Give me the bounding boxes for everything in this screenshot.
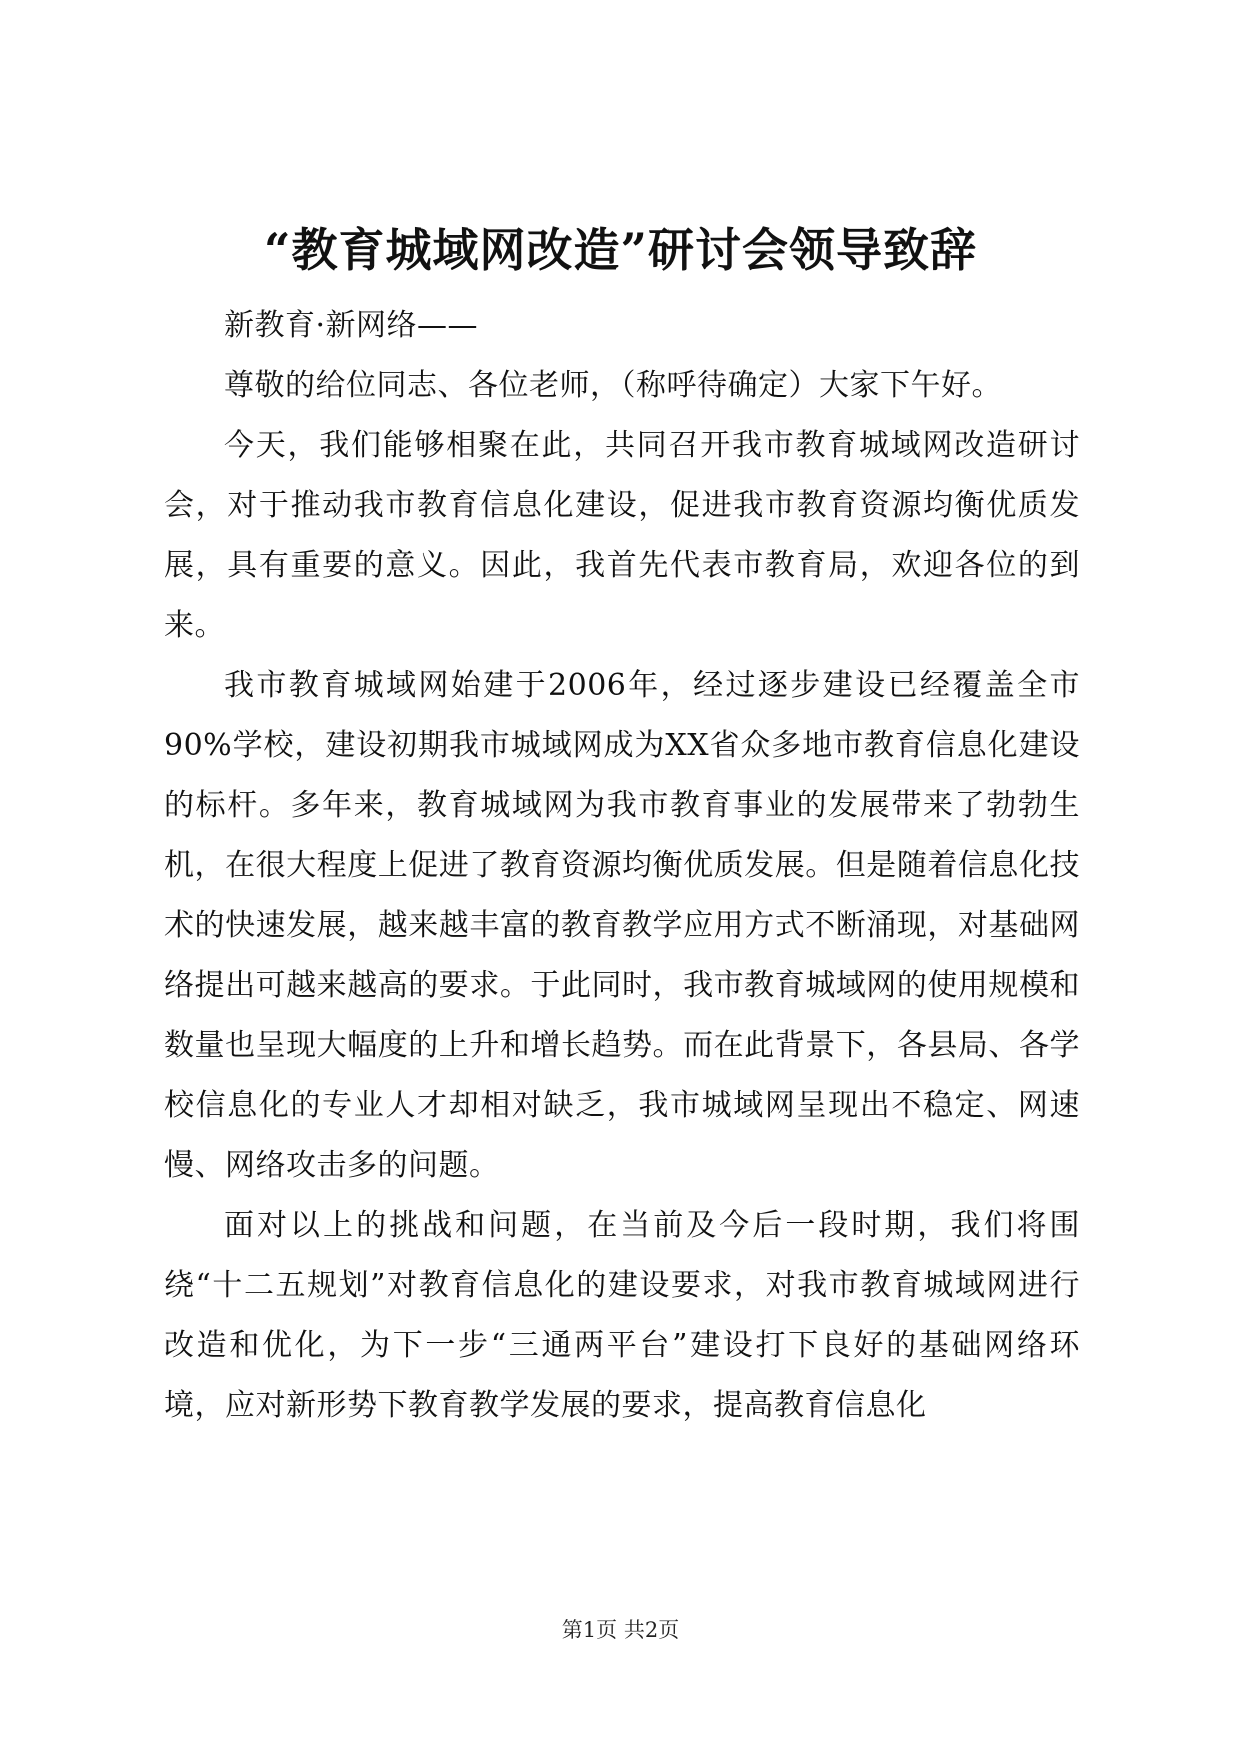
page-footer: 第1页 共2页 bbox=[561, 1618, 680, 1642]
body-paragraph: 我市教育城域网始建于2006年，经过逐步建设已经覆盖全市90%学校，建设初期我市城域网成为XX省众多地市教育信息化建设的标杆。多年来，教育城域网为我市教育事业的发展带来了勃勃生机，在很大程度上促进了教育资源均衡优质发展。但是随着信息化技术的快速发展，越来越丰富的教育教学应用方式不断涌现，对基础网络提出可越来越高的要求。于此同时，我市教育城域网的使用规模和数量也呈现大幅度的上升和增长趋势。而在此背景下，各县局、各学校信息化的专业人才却相对缺乏，我市城域网呈现出不稳定、网速慢、网络攻击多的问题。 bbox=[164, 668, 1080, 1183]
document-body bbox=[164, 296, 1080, 1436]
document-title: “教育城域网改造”研讨会领导致辞 bbox=[264, 223, 977, 277]
greeting-paragraph: 尊敬的给位同志、各位老师，（称呼待确定）大家下午好。 bbox=[224, 368, 1002, 403]
body-paragraph: 今天，我们能够相聚在此，共同召开我市教育城域网改造研讨会，对于推动我市教育信息化建设，促进我市教育资源均衡优质发展，具有重要的意义。因此，我首先代表市教育局，欢迎各位的到来。 bbox=[164, 428, 1080, 643]
body-paragraph: 面对以上的挑战和问题，在当前及今后一段时期，我们将围绕“十二五规划”对教育信息化的建设要求，对我市教育城域网进行改造和优化，为下一步“三通两平台”建设打下良好的基础网络环境，应对新形势下教育教学发展的要求，提高教育信息化 bbox=[164, 1208, 1080, 1423]
subtitle-paragraph: 新教育·新网络—— bbox=[224, 308, 479, 343]
